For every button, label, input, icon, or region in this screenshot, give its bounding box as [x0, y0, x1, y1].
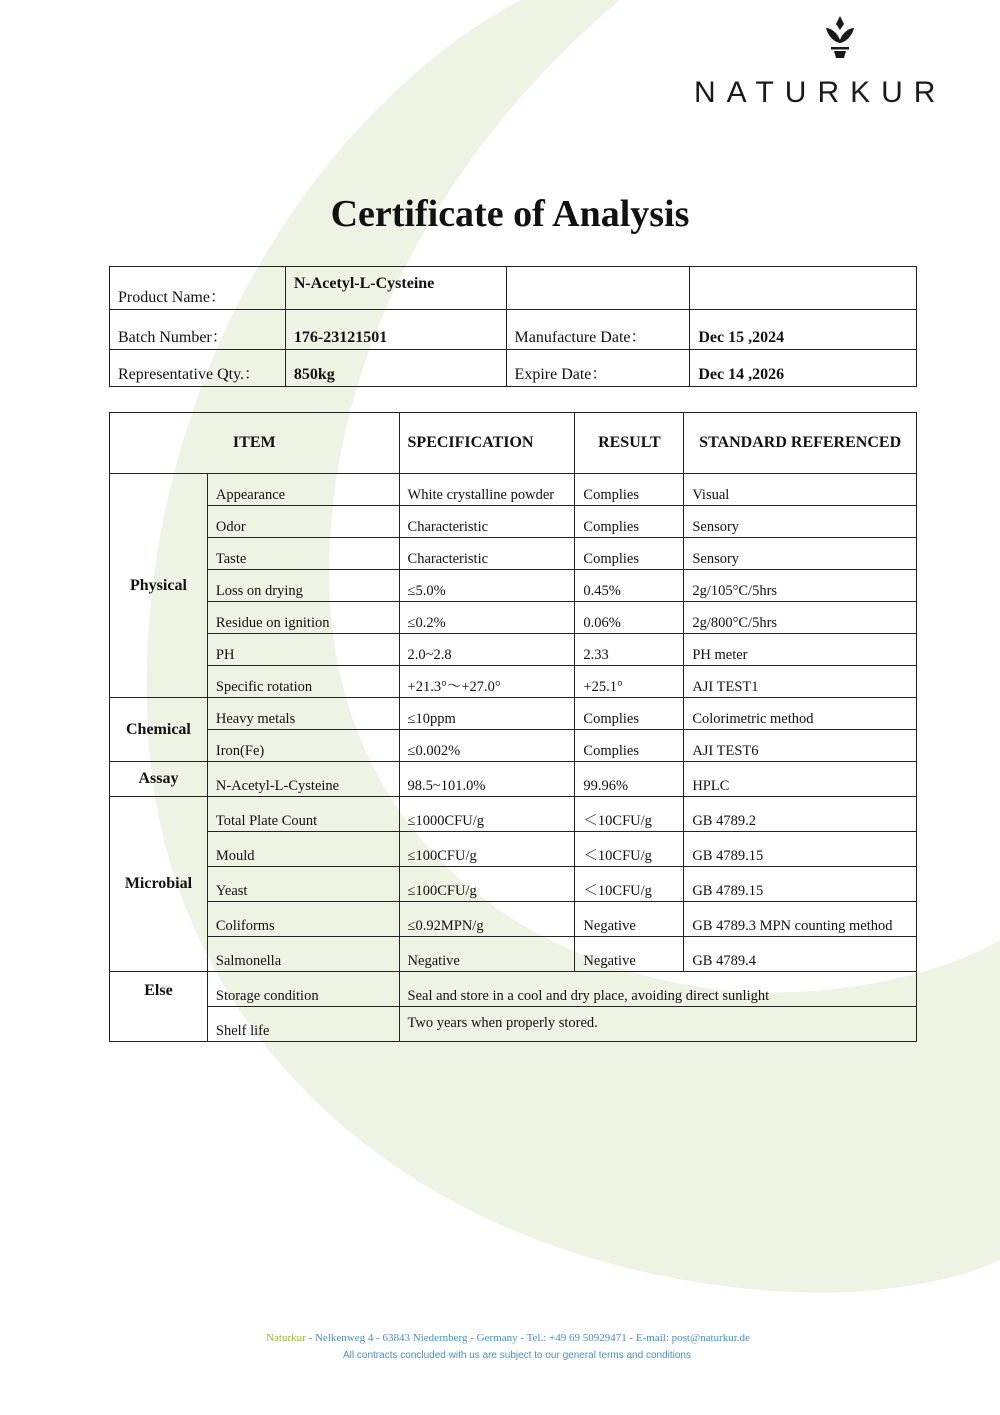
empty-cell [690, 267, 917, 310]
cell-result: 2.33 [575, 634, 684, 666]
qty-value: 850kg [285, 350, 506, 387]
footer-address: - Nelkenweg 4 - 63843 Niedernberg - Germany - Tel.: +49 69 50929471 - E-mail: post@naturkur.de [305, 1332, 750, 1344]
brand-name: NATURKUR [694, 76, 947, 109]
info-row [110, 267, 917, 310]
cell-result: Complies [575, 506, 684, 538]
expire-date-label: Expire Date： [506, 350, 690, 387]
cell-standard: 2g/800°C/5hrs [684, 602, 917, 634]
manufacture-date-value: Dec 15 ,2024 [690, 310, 917, 350]
cell-result: Negative [575, 902, 684, 937]
cell-result: ＜10CFU/g [575, 797, 684, 832]
cell-item: Total Plate Count [207, 797, 399, 832]
empty-cell [506, 267, 690, 310]
cell-spec: ≤10ppm [399, 698, 575, 730]
cell-standard: Sensory [684, 506, 917, 538]
cell-spec: ≤0.2% [399, 602, 575, 634]
table-row [110, 867, 917, 902]
cell-result: Complies [575, 474, 684, 506]
cell-standard: 2g/105°C/5hrs [684, 570, 917, 602]
cell-standard: GB 4789.4 [684, 937, 917, 972]
category-assay: Assay [110, 762, 208, 797]
cell-spec: Negative [399, 937, 575, 972]
cell-item: Storage condition [207, 972, 399, 1007]
table-row [110, 1007, 917, 1042]
brand-logo [690, 14, 980, 58]
cell-item: N-Acetyl-L-Cysteine [207, 762, 399, 797]
cell-result: Complies [575, 698, 684, 730]
table-row [110, 602, 917, 634]
cell-result: Complies [575, 538, 684, 570]
product-name-value: N-Acetyl-L-Cysteine [285, 267, 506, 310]
table-row [110, 762, 917, 797]
product-name-label: Product Name： [110, 267, 286, 310]
cell-standard: PH meter [684, 634, 917, 666]
manufacture-date-label: Manufacture Date： [506, 310, 690, 350]
batch-value: 176-23121501 [285, 310, 506, 350]
category-else: Else [110, 972, 208, 1042]
cell-result: 0.45% [575, 570, 684, 602]
analysis-table [109, 412, 917, 1042]
cell-spec: Characteristic [399, 506, 575, 538]
cell-standard: AJI TEST1 [684, 666, 917, 698]
cell-item: Heavy metals [207, 698, 399, 730]
table-row [110, 634, 917, 666]
table-row [110, 698, 917, 730]
table-row [110, 570, 917, 602]
category-chemical: Chemical [110, 698, 208, 762]
cell-item: Taste [207, 538, 399, 570]
qty-label: Representative Qty.： [110, 350, 286, 387]
expire-date-value: Dec 14 ,2026 [690, 350, 917, 387]
batch-label: Batch Number： [110, 310, 286, 350]
cell-spec: ≤5.0% [399, 570, 575, 602]
cell-spec: ≤1000CFU/g [399, 797, 575, 832]
product-info-table [109, 266, 917, 387]
cell-spec: ≤0.002% [399, 730, 575, 762]
cell-item: Coliforms [207, 902, 399, 937]
cell-item: PH [207, 634, 399, 666]
category-physical: Physical [110, 474, 208, 698]
cell-result: Negative [575, 937, 684, 972]
cell-spec: 98.5~101.0% [399, 762, 575, 797]
cell-standard: GB 4789.15 [684, 867, 917, 902]
cell-item: Shelf life [207, 1007, 399, 1042]
cell-spec: Two years when properly stored. [399, 1007, 916, 1042]
cell-item: Yeast [207, 867, 399, 902]
table-row [110, 538, 917, 570]
page-title: Certificate of Analysis [330, 193, 690, 235]
cell-result: Complies [575, 730, 684, 762]
cell-standard: Sensory [684, 538, 917, 570]
cell-result: 99.96% [575, 762, 684, 797]
table-row [110, 797, 917, 832]
cell-spec: 2.0~2.8 [399, 634, 575, 666]
table-row [110, 506, 917, 538]
header-standard: STANDARD REFERENCED [684, 413, 917, 474]
cell-result: ＜10CFU/g [575, 832, 684, 867]
cell-spec: ≤0.92MPN/g [399, 902, 575, 937]
cell-result: +25.1° [575, 666, 684, 698]
cell-item: Salmonella [207, 937, 399, 972]
cell-spec: ≤100CFU/g [399, 867, 575, 902]
cell-item: Loss on drying [207, 570, 399, 602]
table-row [110, 902, 917, 937]
cell-standard: GB 4789.3 MPN counting method [684, 902, 917, 937]
cell-spec: White crystalline powder [399, 474, 575, 506]
cell-item: Mould [207, 832, 399, 867]
table-row [110, 832, 917, 867]
table-row [110, 474, 917, 506]
header-specification: SPECIFICATION [399, 413, 575, 474]
cell-item: Iron(Fe) [207, 730, 399, 762]
footer-terms: All contracts concluded with us are subject to our general terms and conditions [343, 1350, 691, 1361]
table-row [110, 937, 917, 972]
cell-standard: GB 4789.2 [684, 797, 917, 832]
cell-result: 0.06% [575, 602, 684, 634]
cell-spec: Characteristic [399, 538, 575, 570]
cell-item: Appearance [207, 474, 399, 506]
footer-company: Naturkur [266, 1332, 306, 1344]
cell-item: Residue on ignition [207, 602, 399, 634]
info-row [110, 350, 917, 387]
category-microbial: Microbial [110, 797, 208, 972]
cell-item: Specific rotation [207, 666, 399, 698]
lotus-icon [820, 14, 860, 58]
footer-contact [0, 1332, 1000, 1344]
cell-standard: AJI TEST6 [684, 730, 917, 762]
cell-spec: +21.3°～+27.0° [399, 666, 575, 698]
cell-item: Odor [207, 506, 399, 538]
header-item: ITEM [110, 413, 400, 474]
cell-result: ＜10CFU/g [575, 867, 684, 902]
header-row [110, 413, 917, 474]
table-row [110, 730, 917, 762]
cell-standard: Visual [684, 474, 917, 506]
cell-standard: HPLC [684, 762, 917, 797]
cell-standard: GB 4789.15 [684, 832, 917, 867]
header-result: RESULT [575, 413, 684, 474]
info-row [110, 310, 917, 350]
table-row [110, 666, 917, 698]
cell-spec: Seal and store in a cool and dry place, avoiding direct sunlight [399, 972, 916, 1007]
table-row [110, 972, 917, 1007]
cell-spec: ≤100CFU/g [399, 832, 575, 867]
cell-standard: Colorimetric method [684, 698, 917, 730]
